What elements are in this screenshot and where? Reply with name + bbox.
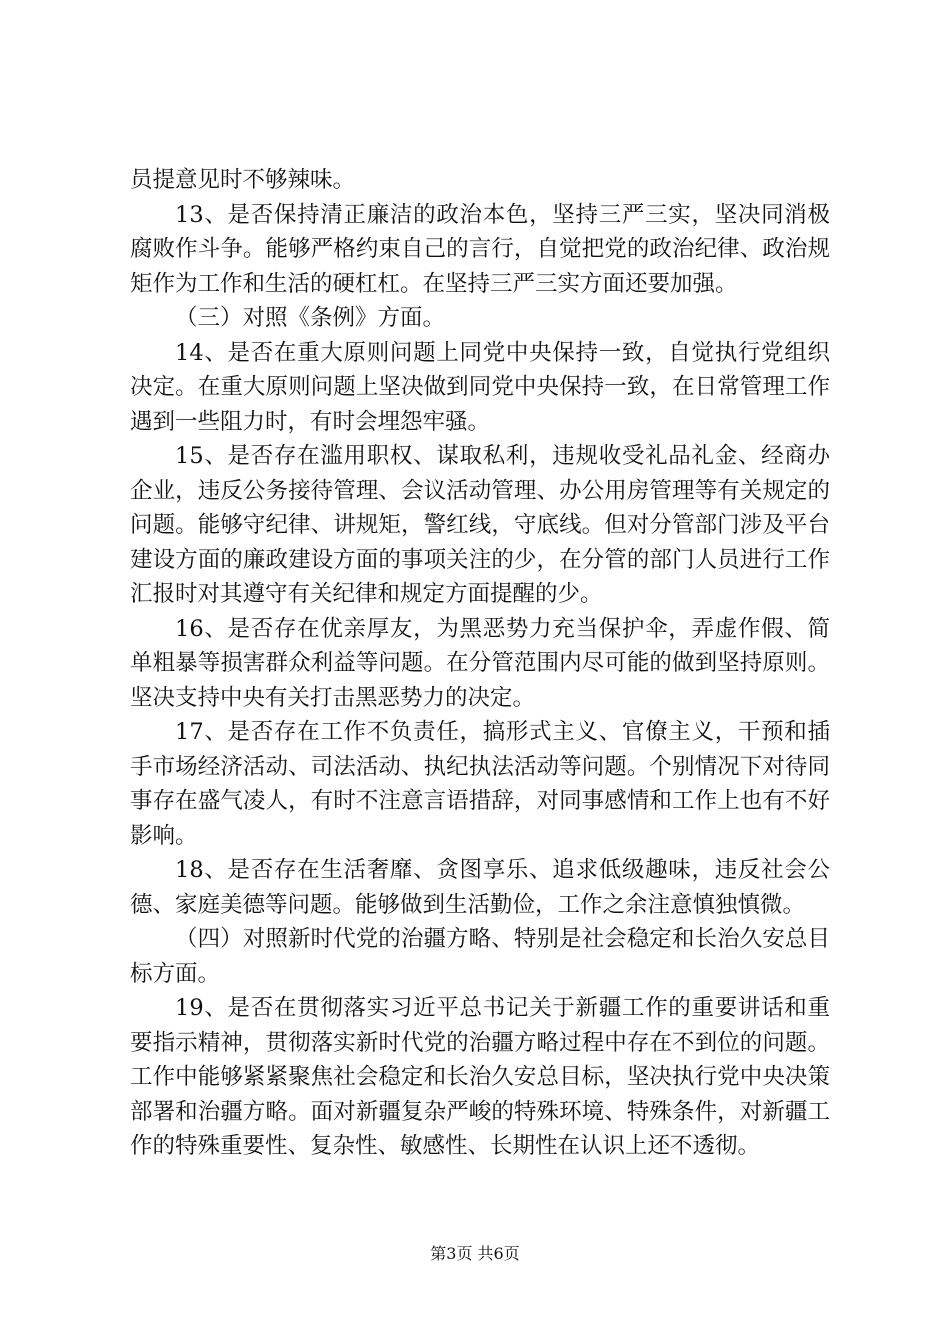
- paragraph-item-15: 15、是否存在滥用职权、谋取私利，违规收受礼品礼金、经商办企业，违反公务接待管理、会议活动管理、办公用房管理等有关规定的问题。能够守纪律、讲规矩，警红线，守底线。但对分管部门涉及平台建设方面的廉政建设方面的事项关注的少，在分管的部门人员进行工作汇报时对其遵守有关纪律和规定方面提醒的少。: [130, 443, 830, 607]
- document-body: [130, 163, 830, 1164]
- section-heading-3: （三）对照《条例》方面。: [175, 305, 446, 331]
- paragraph-item-19: 19、是否在贯彻落实习近平总书记关于新疆工作的重要讲话和重要指示精神，贯彻落实新时代党的治疆方略过程中存在不到位的问题。工作中能够紧紧聚焦社会稳定和长治久安总目标，坚决执行党中央决策部署和治疆方略。面对新疆复杂严峻的特殊环境、特殊条件，对新疆工作的特殊重要性、复杂性、敏感性、长期性在认识上还不透彻。: [130, 995, 830, 1159]
- page-number-footer: 第3页 共6页: [430, 1244, 520, 1263]
- paragraph-item-18: 18、是否存在生活奢靡、贪图享乐、追求低级趣味，违反社会公德、家庭美德等问题。能够做到生活勤俭，工作之余注意慎独慎微。: [130, 857, 830, 918]
- paragraph-item-16: 16、是否存在优亲厚友，为黑恶势力充当保护伞，弄虚作假、简单粗暴等损害群众利益等问题。在分管范围内尽可能的做到坚持原则。坚决支持中央有关打击黑恶势力的决定。: [130, 615, 830, 711]
- paragraph-item-14: 14、是否在重大原则问题上同党中央保持一致，自觉执行党组织决定。在重大原则问题上坚决做到同党中央保持一致，在日常管理工作遇到一些阻力时，有时会埋怨牢骚。: [130, 339, 830, 435]
- paragraph-continuation: 员提意见时不够辣味。: [130, 167, 356, 193]
- paragraph-item-13: 13、是否保持清正廉洁的政治本色，坚持三严三实，坚决同消极腐败作斗争。能够严格约束自己的言行，自觉把党的政治纪律、政治规矩作为工作和生活的硬杠杠。在坚持三严三实方面还要加强。: [130, 201, 830, 297]
- paragraph-item-17: 17、是否存在工作不负责任，搞形式主义、官僚主义，干预和插手市场经济活动、司法活动、执纪执法活动等问题。个别情况下对待同事存在盛气凌人，有时不注意言语措辞，对同事感情和工作上也有不好影响。: [130, 719, 830, 849]
- section-heading-4: （四）对照新时代党的治疆方略、特别是社会稳定和长治久安总目标方面。: [130, 926, 830, 987]
